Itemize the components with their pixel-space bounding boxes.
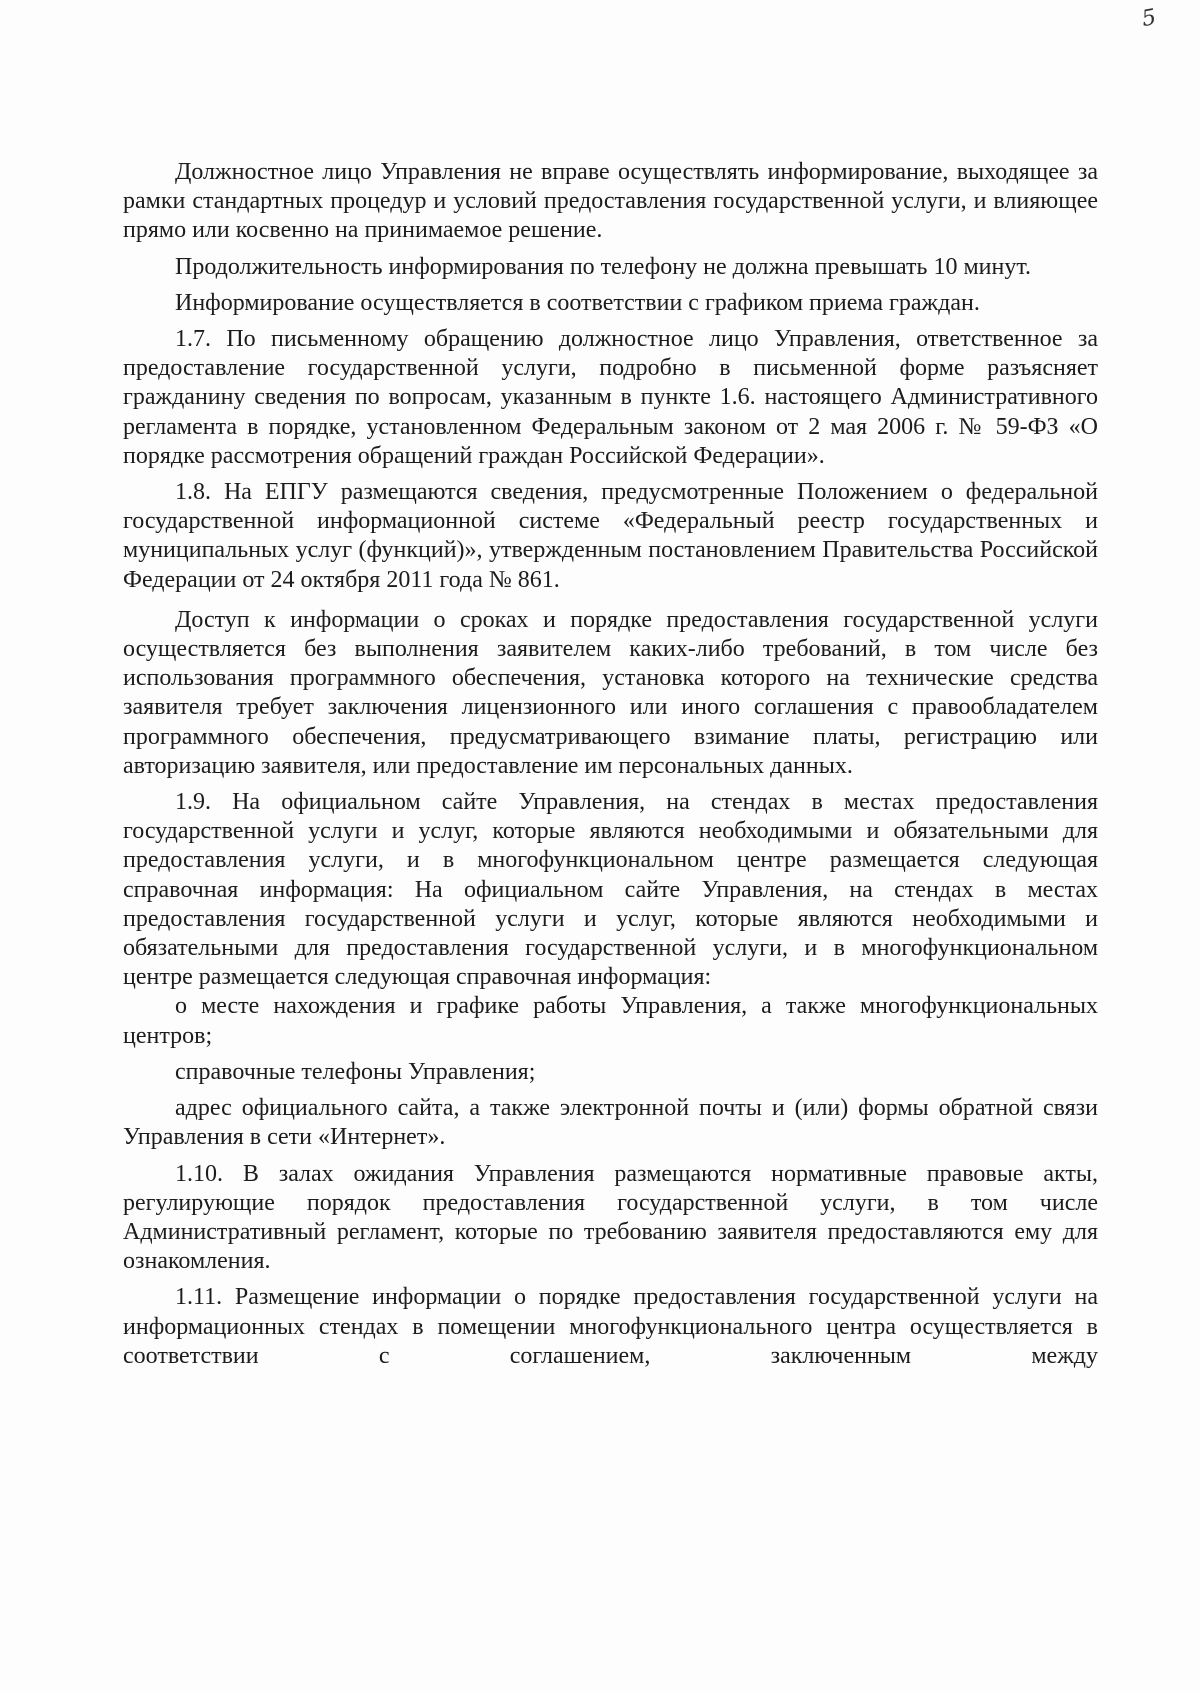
paragraph-1-7: 1.7. По письменному обращению должностное лицо Управления, ответственное за предоставление государственной услуги, подробно в письменной форме разъясняет гражданину сведения по вопросам, указанным в пункте 1.6. настоящего Административного регламента в порядке, установленном Федеральным законом от 2 мая 2006 г. № 59-ФЗ «О порядке рассмотрения обращений граждан Российской Федерации». <box>123 326 1098 469</box>
list-item-website: адрес официального сайта, а также электронной почты и (или) формы обратной связи Управления в сети «Интернет». <box>123 1095 1098 1151</box>
document-body <box>123 158 1098 1371</box>
paragraph-1-8: 1.8. На ЕПГУ размещаются сведения, предусмотренные Положением о федеральной государственной информационной системе «Федеральный реестр государственных и муниципальных услуг (функций)», утвержденным постановлением Правительства Российской Федерации от 24 октября 2011 года № 861. <box>123 479 1098 593</box>
paragraph-1-9: 1.9. На официальном сайте Управления, на стендах в местах предоставления государственной услуги и услуг, которые являются необходимыми и обязательными для предоставления услуги, и в многофункциональном центре размещается следующая справочная информация: На официальном сайте Управления, на стендах в местах предоставления государственной услуги и услуг, которые являются необходимыми и обязательными для предоставления государственной услуги, и в многофункциональном центре размещается следующая справочная информация: <box>123 789 1098 991</box>
paragraph-1-11: 1.11. Размещение информации о порядке предоставления государственной услуги на информационных стендах в помещении многофункционального центра осуществляется в соответствии с соглашением, заключенным между <box>123 1284 1098 1369</box>
paragraph-access: Доступ к информации о сроках и порядке предоставления государственной услуги осуществляется без выполнения заявителем каких-либо требований, в том числе без использования программного обеспечения, установка которого на технические средства заявителя требует заключения лицензионного или иного соглашения с правообладателем программного обеспечения, предусматривающего взимание платы, регистрацию или авторизацию заявителя, или предоставление им персональных данных. <box>123 606 1098 779</box>
paragraph-phone-duration: Продолжительность информирования по телефону не должна превышать 10 минут. <box>175 253 1032 280</box>
handwritten-page-number: 5 <box>1139 4 1159 33</box>
list-item-location: о месте нахождения и графике работы Управления, а также многофункциональных центров; <box>123 993 1098 1049</box>
paragraph-schedule: Информирование осуществляется в соответствии с графиком приема граждан. <box>175 289 980 316</box>
list-item-phones: справочные телефоны Управления; <box>175 1058 536 1085</box>
paragraph-1-10: 1.10. В залах ожидания Управления размещаются нормативные правовые акты, регулирующие порядок предоставления государственной услуги, в том числе Административный регламент, которые по требованию заявителя предоставляются ему для ознакомления. <box>123 1160 1098 1275</box>
paragraph-info-restriction: Должностное лицо Управления не вправе осуществлять информирование, выходящее за рамки стандартных процедур и условий предоставления государственной услуги, и влияющее прямо или косвенно на принимаемое решение. <box>123 159 1098 244</box>
